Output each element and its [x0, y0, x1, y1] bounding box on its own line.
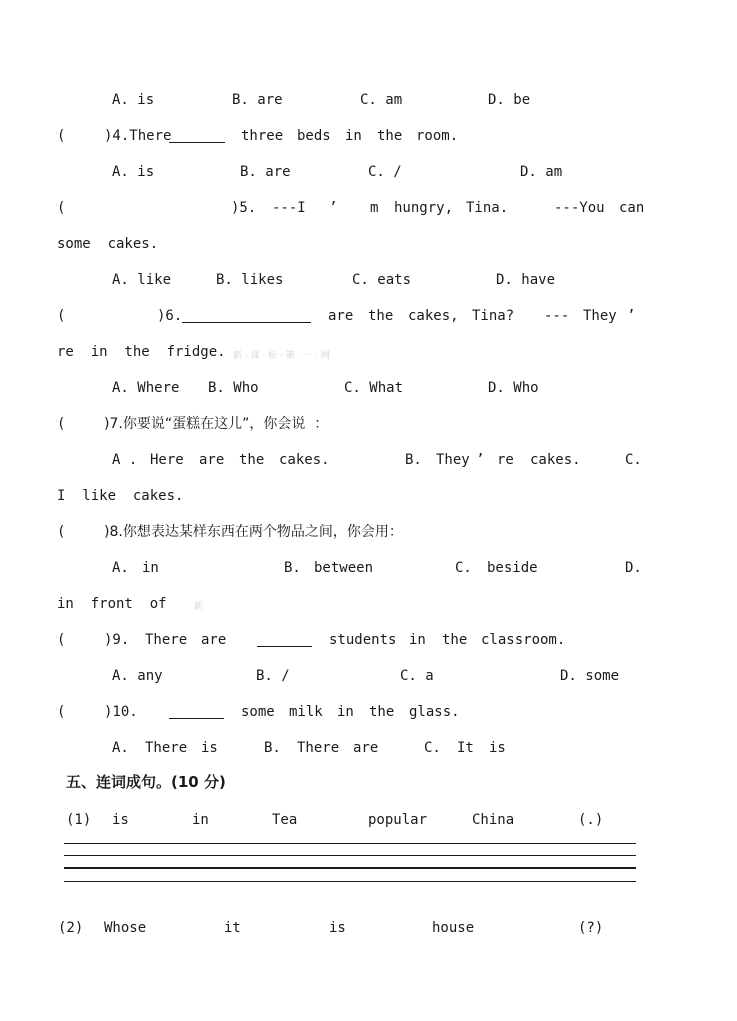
q5-line2: some cakes. — [57, 236, 159, 252]
q10-option-a-label: A. — [112, 740, 129, 756]
q9-option-d: D. some — [560, 668, 620, 684]
q8-option-a-label: A. — [112, 560, 129, 576]
q10-word: glass. — [409, 704, 460, 720]
q5-option-c: C. eats — [352, 272, 412, 288]
sentence1-word: in — [192, 812, 209, 828]
sentence2-number: (2) — [58, 920, 84, 936]
q7-word: They — [436, 452, 470, 468]
sentence2-word: Whose — [104, 920, 147, 936]
q5-option-a: A. like — [112, 272, 172, 288]
q9-word: students — [329, 632, 397, 648]
q6-blank[interactable] — [182, 322, 311, 323]
q7-word: are — [199, 452, 225, 468]
q5-word: m — [370, 200, 379, 216]
sentence2-word: house — [432, 920, 475, 936]
q3-option-d: D. be — [488, 92, 531, 108]
q7-option-c-label: C. — [625, 452, 642, 468]
q7-word: cakes. — [279, 452, 330, 468]
q10-word: It — [457, 740, 474, 756]
q5-number: )5. — [231, 200, 257, 216]
q4-number: )4.There — [104, 128, 172, 144]
q8-question: )8.你想表达某样东西在两个物品之间，你会用： — [104, 524, 403, 540]
q9-word: There — [145, 632, 188, 648]
q6-word: cakes, — [408, 308, 459, 324]
q10-word: There — [145, 740, 188, 756]
q6-paren-open: ( — [57, 308, 66, 324]
q4-option-d: D. am — [520, 164, 563, 180]
q6-option-d: D. Who — [488, 380, 539, 396]
q9-word: are — [201, 632, 227, 648]
answer-line[interactable] — [64, 855, 636, 856]
q4-option-c: C. / — [368, 164, 402, 180]
q5-word: hungry, — [394, 200, 454, 216]
q8-line2: in front of — [57, 596, 167, 612]
q6-number: )6. — [157, 308, 183, 324]
q10-word: milk — [289, 704, 323, 720]
q6-option-c: C. What — [344, 380, 404, 396]
q4-word: beds — [297, 128, 331, 144]
q10-word: in — [337, 704, 354, 720]
answer-line[interactable] — [64, 881, 636, 882]
q4-word: in — [345, 128, 362, 144]
q7-word: ’ — [476, 452, 485, 468]
q10-option-c-label: C. — [424, 740, 441, 756]
q10-word: is — [201, 740, 218, 756]
q6-option-b: B. Who — [208, 380, 259, 396]
q10-word: There — [297, 740, 340, 756]
q10-blank[interactable] — [169, 718, 224, 719]
q9-number: )9. — [104, 632, 130, 648]
q6-word: They — [583, 308, 617, 324]
q8-option-c: beside — [487, 560, 538, 576]
q5-word: ---I — [272, 200, 306, 216]
q9-word: in — [409, 632, 426, 648]
q9-option-a: A. any — [112, 668, 163, 684]
q7-option-a-label: A . — [112, 452, 138, 468]
q6-option-a: A. Where — [112, 380, 180, 396]
answer-line[interactable] — [64, 867, 636, 869]
sentence2-punctuation: (?) — [578, 920, 604, 936]
q6-word: are — [328, 308, 354, 324]
section-heading: 五、连词成句。(10 分) — [66, 773, 226, 791]
q9-word: classroom. — [481, 632, 566, 648]
q4-blank[interactable] — [169, 142, 225, 143]
q4-option-a: A. is — [112, 164, 155, 180]
q7-paren-open: ( — [57, 416, 66, 432]
q10-option-b-label: B. — [264, 740, 281, 756]
q9-paren-open: ( — [57, 632, 66, 648]
sentence1-number: (1) — [66, 812, 92, 828]
sentence2-word: is — [329, 920, 346, 936]
sentence1-word: Tea — [272, 812, 298, 828]
q8-option-d-label: D. — [625, 560, 642, 576]
q3-option-b: B. are — [232, 92, 283, 108]
sentence2-word: it — [224, 920, 241, 936]
q8-option-b-label: B. — [284, 560, 301, 576]
q5-option-d: D. have — [496, 272, 556, 288]
q7-word: cakes. — [530, 452, 581, 468]
q7-word: the — [239, 452, 265, 468]
q6-word: the — [368, 308, 394, 324]
q4-word: room. — [416, 128, 459, 144]
q10-word: some — [241, 704, 275, 720]
q8-option-a: in — [142, 560, 159, 576]
q9-option-b: B. / — [256, 668, 290, 684]
q5-paren-open: ( — [57, 200, 66, 216]
q7-word: re — [497, 452, 514, 468]
q10-number: )10. — [104, 704, 138, 720]
q6-word: Tina? — [472, 308, 515, 324]
q10-word: is — [489, 740, 506, 756]
q5-option-b: B. likes — [216, 272, 284, 288]
q6-line2: re in the fridge. — [57, 344, 226, 360]
q3-option-a: A. is — [112, 92, 155, 108]
q8-paren-open: ( — [57, 524, 66, 540]
sentence1-word: is — [112, 812, 129, 828]
watermark-text: 新 · 课 · 标 · 第 · 一 · 网 — [233, 351, 330, 361]
q5-word: ’ — [329, 200, 338, 216]
watermark-text: 新 — [194, 602, 204, 612]
q5-word: Tina. — [466, 200, 509, 216]
sentence1-punctuation: (.) — [578, 812, 604, 828]
q4-option-b: B. are — [240, 164, 291, 180]
q9-option-c: C. a — [400, 668, 434, 684]
q3-option-c: C. am — [360, 92, 403, 108]
q4-word: the — [377, 128, 403, 144]
q6-word: ’ — [627, 308, 636, 324]
q4-word: three — [241, 128, 284, 144]
q9-blank[interactable] — [257, 646, 312, 647]
q10-word: are — [353, 740, 379, 756]
q7-question: )7.你要说“蛋糕在这儿”，你会说 ： — [104, 416, 329, 432]
q10-word: the — [369, 704, 395, 720]
answer-line[interactable] — [64, 843, 636, 844]
sentence1-word: popular — [368, 812, 428, 828]
q10-paren-open: ( — [57, 704, 66, 720]
q5-word: can — [619, 200, 645, 216]
q8-option-c-label: C. — [455, 560, 472, 576]
q7-line2: I like cakes. — [57, 488, 184, 504]
q7-option-b-label: B. — [405, 452, 422, 468]
q6-word: --- — [544, 308, 570, 324]
q9-word: the — [442, 632, 468, 648]
q8-option-b: between — [314, 560, 374, 576]
q7-word: Here — [150, 452, 184, 468]
q4-paren-open: ( — [57, 128, 66, 144]
sentence1-word: China — [472, 812, 515, 828]
q5-word: ---You — [554, 200, 605, 216]
